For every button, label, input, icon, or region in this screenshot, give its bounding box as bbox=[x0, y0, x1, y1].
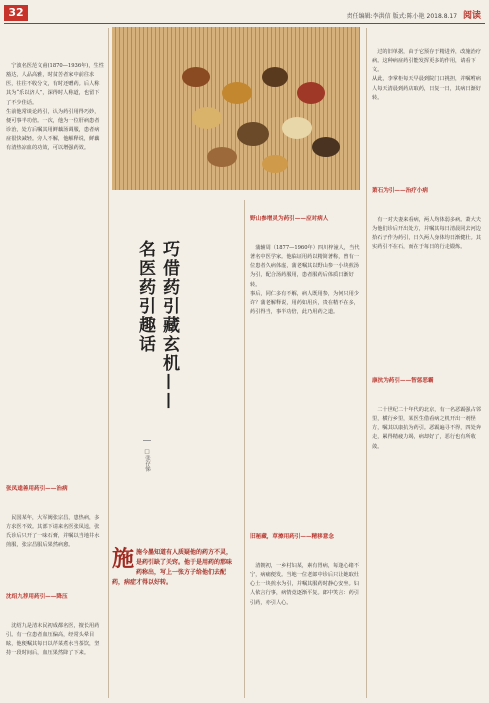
col4-intro-text: 过的旧单据，由于它预存于精进养，改施治疗病。这种病症药引能发挥更多的作用，请看下文。 从此，李掌柜每天早晨到院门口挑担，并嘱咐病人每天清晨到药店取药，日复一日，其病日渐好转。 bbox=[372, 49, 481, 101]
header-rule bbox=[4, 23, 485, 24]
herb-pile bbox=[237, 122, 269, 146]
column-3-section-2 bbox=[250, 544, 360, 700]
herb-pile bbox=[282, 117, 312, 139]
editor-credits: 责任编辑:李洪信 版式:陈小艳 2018.8.17 bbox=[346, 13, 458, 20]
page-number: 32 bbox=[4, 5, 28, 21]
section-1-text: 民国某年，大军阀张宗昌，患热病，多方求医不效。其部下请来名医张凤逵，张氏诊后只开了一味石膏，并嘱以当地井水煎服，张宗昌服后果然病愈。 bbox=[6, 515, 100, 549]
section-3-text: 蒲辅周（1877—1960年）四川梓潼人，当代著名中医学家。他临证用药以精简著称，曾有一位患者久病体虚，蒲老嘱其以野山参一小块煎汤为引，配合汤药服用，患者服药后体质日渐好转。 事后，同仁多有不解，病人既用参，为何只用少许？蒲老解释说，用药如用兵，贵在精不在多，药引得当，事半功倍，此乃用药之道。 bbox=[250, 245, 360, 315]
section-6-text: 二十世纪二十年代的北京，有一名恶霸强占邻里，横行乡里，某医生借看病之机开出一剂怪方，嘱其以康抗为药引。恶霸遍寻不得，四处奔走，累得精疲力竭，病却好了，恶行也有所收敛。 bbox=[372, 407, 481, 450]
column-1-section-2 bbox=[6, 604, 104, 700]
column-divider bbox=[244, 200, 245, 698]
drop-cap: 施 bbox=[112, 546, 135, 572]
herb-pile bbox=[262, 67, 288, 87]
column-4-section-2 bbox=[372, 388, 484, 698]
subheading-6: 康抗为药引——智惩恶霸 bbox=[372, 378, 434, 384]
section-title: 阅读 bbox=[462, 11, 481, 21]
column-divider bbox=[108, 28, 109, 698]
header-meta bbox=[347, 8, 481, 21]
section-5-text: 有一对夫妻来看病，两人均体弱多病。萧大夫为他们诊后开出处方，并嘱其每日清晨同去河边拾石子作为药引，日久两人身体均日渐健壮。其实药引不在石，而在于每日的行走锻炼。 bbox=[372, 217, 481, 251]
subheading-2: 沈绍九荐用药引——降压 bbox=[6, 594, 68, 600]
subheading-3: 野山参增灵为药引——应对病人 bbox=[250, 216, 329, 222]
column-3-section-1 bbox=[250, 226, 360, 526]
column-divider bbox=[366, 28, 367, 698]
page-header bbox=[0, 0, 489, 24]
herb-pile bbox=[207, 147, 237, 167]
subheading-4: 旧秘藏，草擦用药引——精移意念 bbox=[250, 534, 334, 540]
herb-pile bbox=[262, 155, 288, 173]
section-2-text: 沈绍九是清末民初成都名医，擅长用药引。有一位患者血压偏高，经常头晕目眩，他便嘱其每日以芹菜煮水当茶饮，坚持一段时间后，血压果然降了下来。 bbox=[6, 623, 100, 657]
intro-paragraph: 宁波名医范文甫(1870—1936年)，生性豁达，人品高雅，时贫苦者家中前往求医，往往不收分文，有时还赠药。后人称其为“乐以济人”，深得时人称道，也留下了不少佳话。 生前他常谈论药引，认为药引用得巧妙，便可事半功倍。一次，他为一位肝病患者诊治，处方后嘱其用鲜藕汤调服，患者病症很快减轻。旁人不解，他解释说，鲜藕有清热凉血的功效，可以增强药效。 bbox=[6, 63, 104, 152]
column-1-intro bbox=[6, 44, 104, 474]
herb-pile bbox=[297, 82, 325, 104]
section-4-text: 清朝初，一乡村妇某，素有胃病，每逢心绪不宁，病痛便发。当地一位老郎中诊后只让她取灶心土一块煎水为引，并嘱其服药时静心安坐。妇人依言行事，病情竟逐渐平复。郎中笑言：药引引药，亦引人心。 bbox=[250, 563, 359, 606]
article-title: 巧借药引藏玄机——名医药引趣话 bbox=[135, 240, 179, 411]
column-4-intro bbox=[372, 30, 484, 180]
herb-pile bbox=[182, 67, 210, 87]
column-4-section-1 bbox=[372, 198, 484, 368]
column-1-section-1 bbox=[6, 496, 104, 586]
herb-pile bbox=[222, 82, 252, 104]
herbal-medicine-photo bbox=[112, 27, 360, 190]
bamboo-mat bbox=[112, 27, 360, 190]
herb-pile bbox=[312, 137, 340, 157]
pull-quote-text: 施今墨知道有人质疑他的药方不灵，是药引缺了关窍。他于是用药的那味药称出，写上一张方子给他们去配药，病症才得以好转。 bbox=[112, 549, 233, 586]
subheading-1: 张凤逵善用药引——治病 bbox=[6, 486, 68, 492]
pull-quote bbox=[112, 548, 236, 598]
author-byline: □张存悌 bbox=[143, 440, 151, 472]
herb-pile bbox=[192, 107, 222, 129]
subheading-5: 萧石为引——治疗小病 bbox=[372, 188, 428, 194]
